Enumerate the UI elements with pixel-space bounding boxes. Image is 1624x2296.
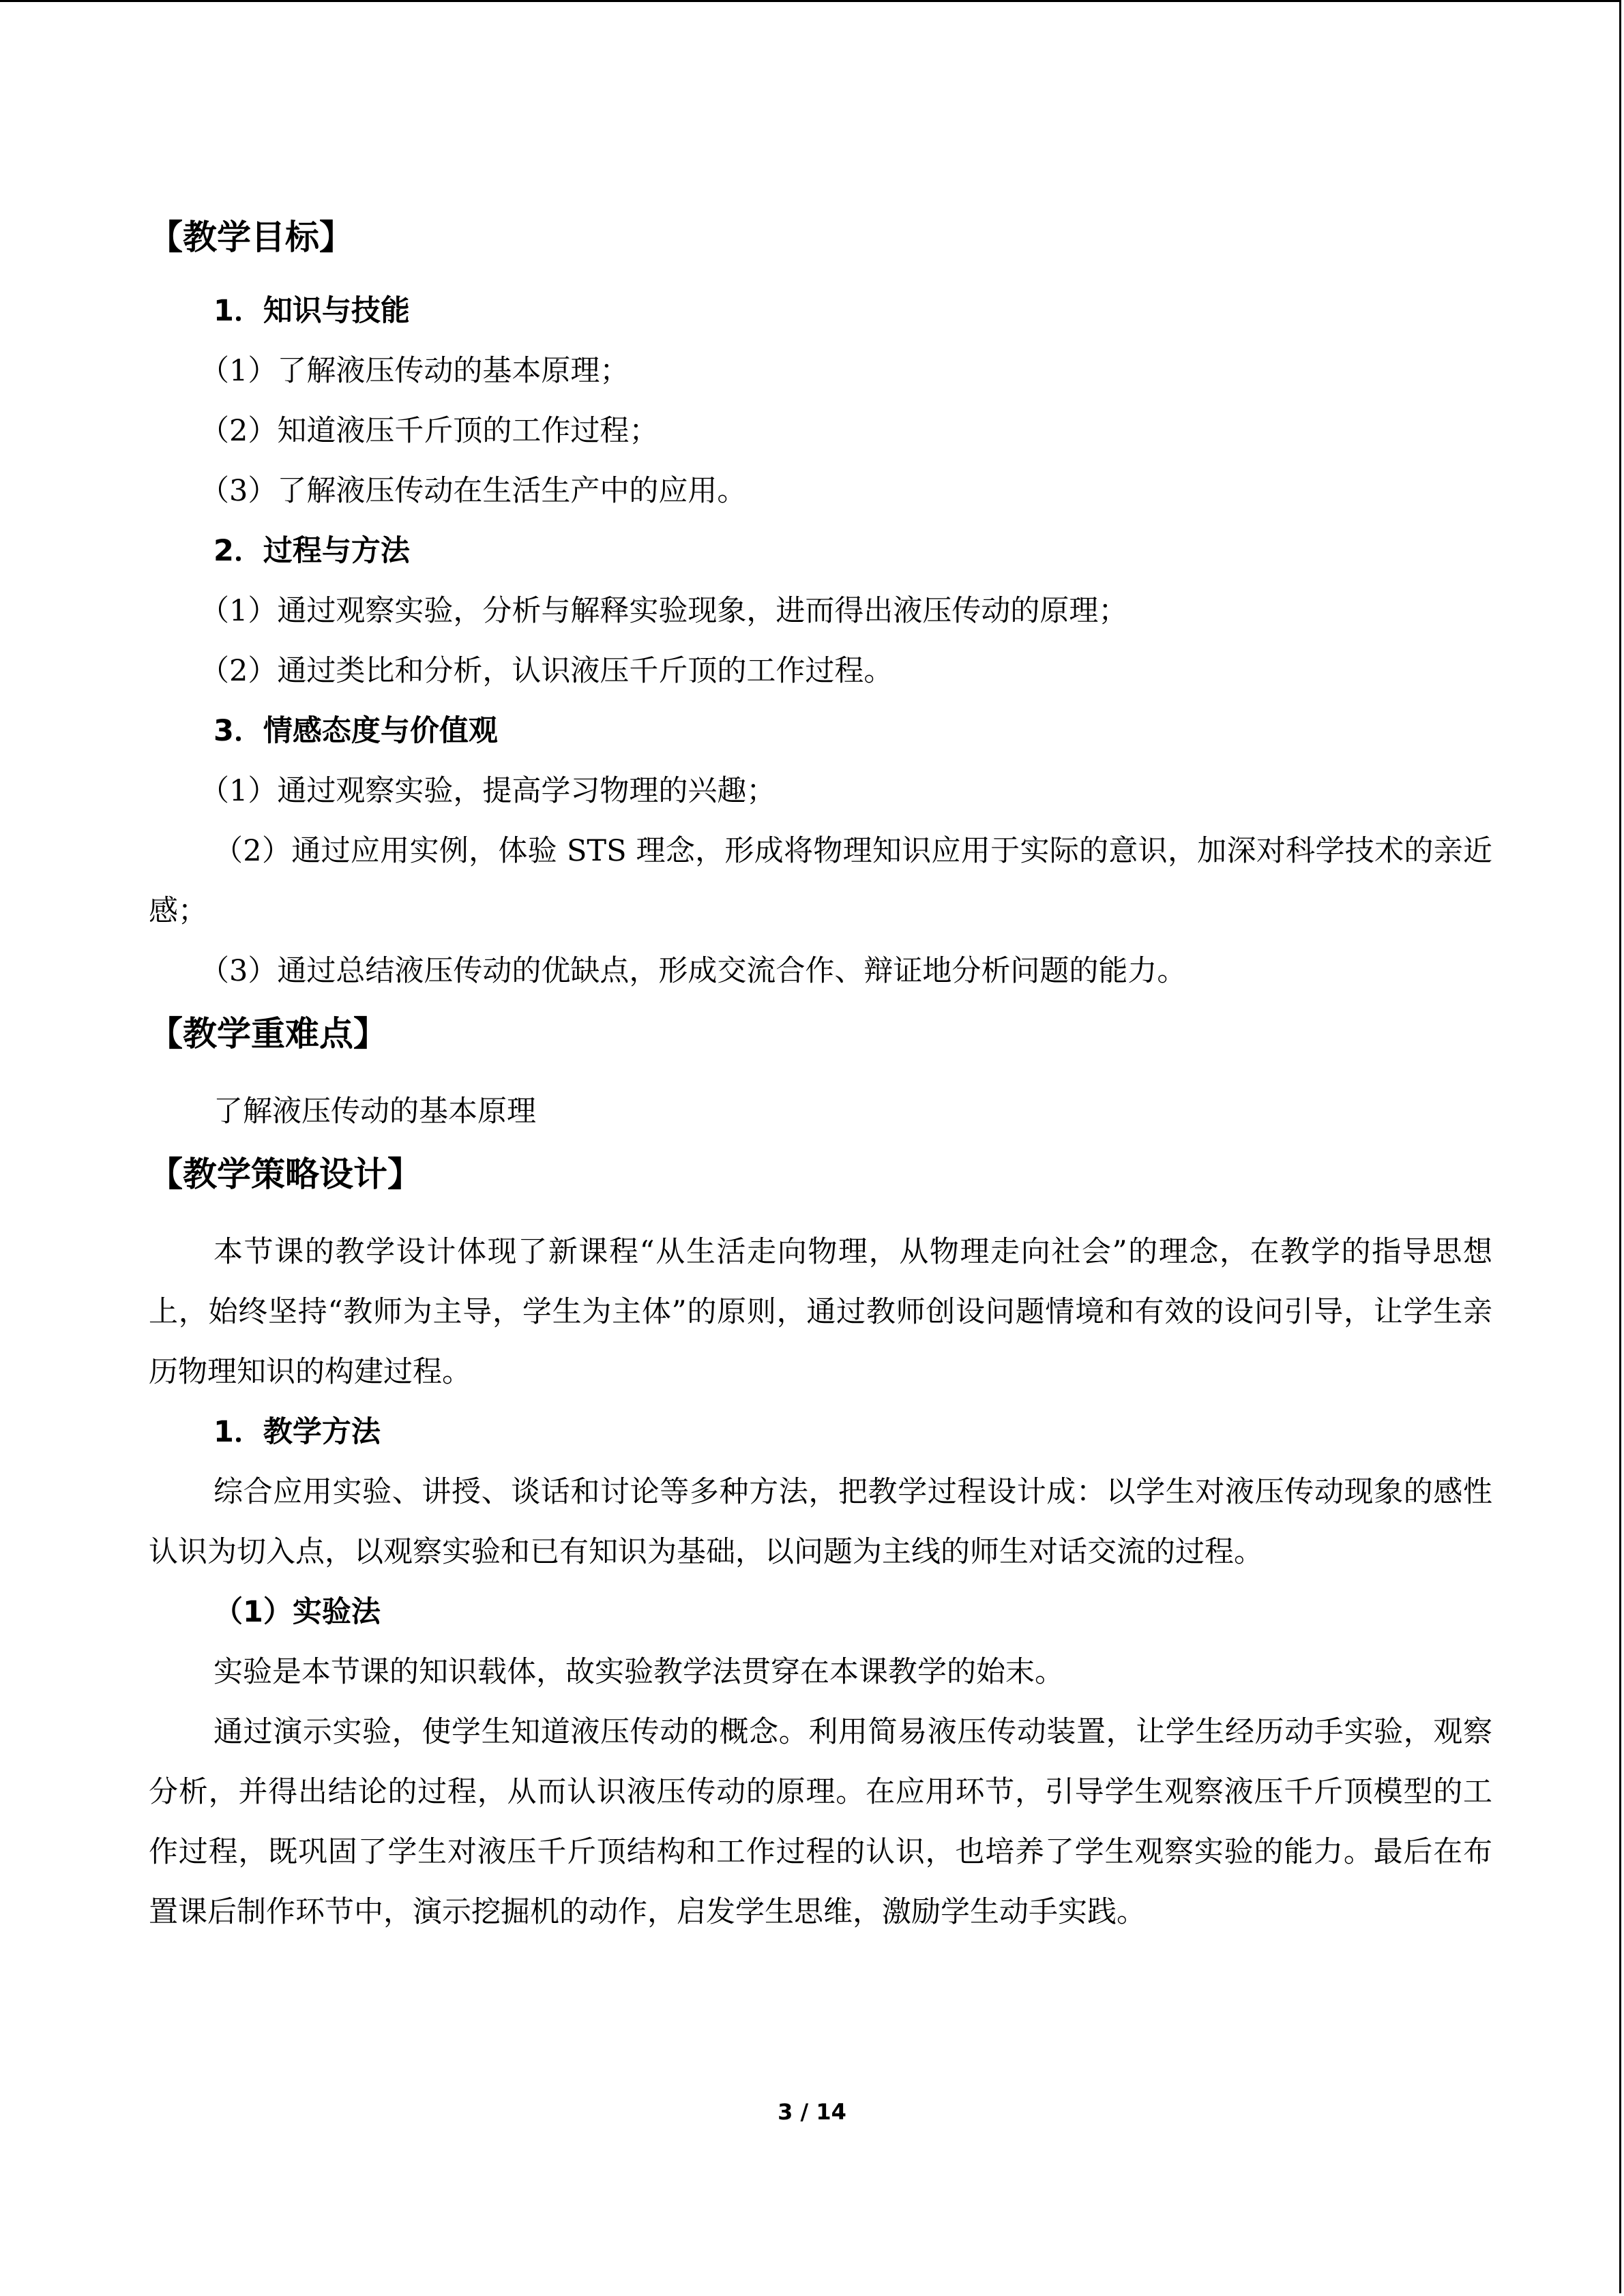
list-item-wrapped: （2）通过应用实例，体验 STS 理念，形成将物理知识应用于实际的意识，加深对科学技术的亲近感； — [149, 834, 1492, 928]
list-item: （1）了解液压传动的基本原理； — [200, 354, 630, 388]
subheading-emotion: 3．情感态度与价值观 — [213, 714, 498, 748]
document-body — [149, 205, 1492, 1942]
list-item: （2）通过类比和分析，认识液压千斤顶的工作过程。 — [200, 654, 894, 688]
subheading-methods: 1．教学方法 — [213, 1415, 381, 1449]
section-heading-objectives: 【教学目标】 — [149, 218, 353, 257]
list-item: （3）通过总结液压传动的优缺点，形成交流合作、辩证地分析问题的能力。 — [200, 954, 1187, 988]
list-item: （1）通过观察实验，分析与解释实验现象，进而得出液压传动的原理； — [200, 594, 1128, 628]
subheading-knowledge: 1．知识与技能 — [213, 294, 410, 328]
experiment-text-2: 通过演示实验，使学生知道液压传动的概念。利用简易液压传动装置，让学生经历动手实验，观察分析，并得出结论的过程，从而认识液压传动的原理。在应用环节，引导学生观察液压千斤顶模型的工作过程，既巩固了学生对液压千斤顶结构和工作过程的认识，也培养了学生观察实验的能力。最后在布置课后制作环节中，演示挖掘机的动作，启发学生思维，激励学生动手实践。 — [149, 1715, 1492, 1929]
list-item: （1）通过观察实验，提高学习物理的兴趣； — [200, 774, 776, 808]
subheading-process: 2．过程与方法 — [213, 534, 410, 568]
subheading-experiment: （1）实验法 — [213, 1595, 381, 1629]
list-item: （2）知道液压千斤顶的工作过程； — [200, 414, 659, 448]
page-number: 3 / 14 — [778, 2099, 846, 2125]
list-item: （3）了解液压传动在生活生产中的应用。 — [200, 474, 747, 508]
strategy-intro: 本节课的教学设计体现了新课程“从生活走向物理，从物理走向社会”的理念，在教学的指导思想上，始终坚持“教师为主导，学生为主体”的原则，通过教师创设问题情境和有效的设问引导，让学生亲历物理知识的构建过程。 — [149, 1235, 1492, 1389]
experiment-text-1: 实验是本节课的知识载体，故实验教学法贯穿在本课教学的始末。 — [213, 1655, 1064, 1689]
methods-text: 综合应用实验、讲授、谈话和讨论等多种方法，把教学过程设计成：以学生对液压传动现象的感性认识为切入点，以观察实验和已有知识为基础，以问题为主线的师生对话交流的过程。 — [149, 1475, 1492, 1569]
section-heading-strategy: 【教学策略设计】 — [149, 1154, 422, 1194]
key-points-text: 了解液压传动的基本原理 — [213, 1094, 536, 1129]
section-heading-key-points: 【教学重难点】 — [149, 1014, 387, 1054]
